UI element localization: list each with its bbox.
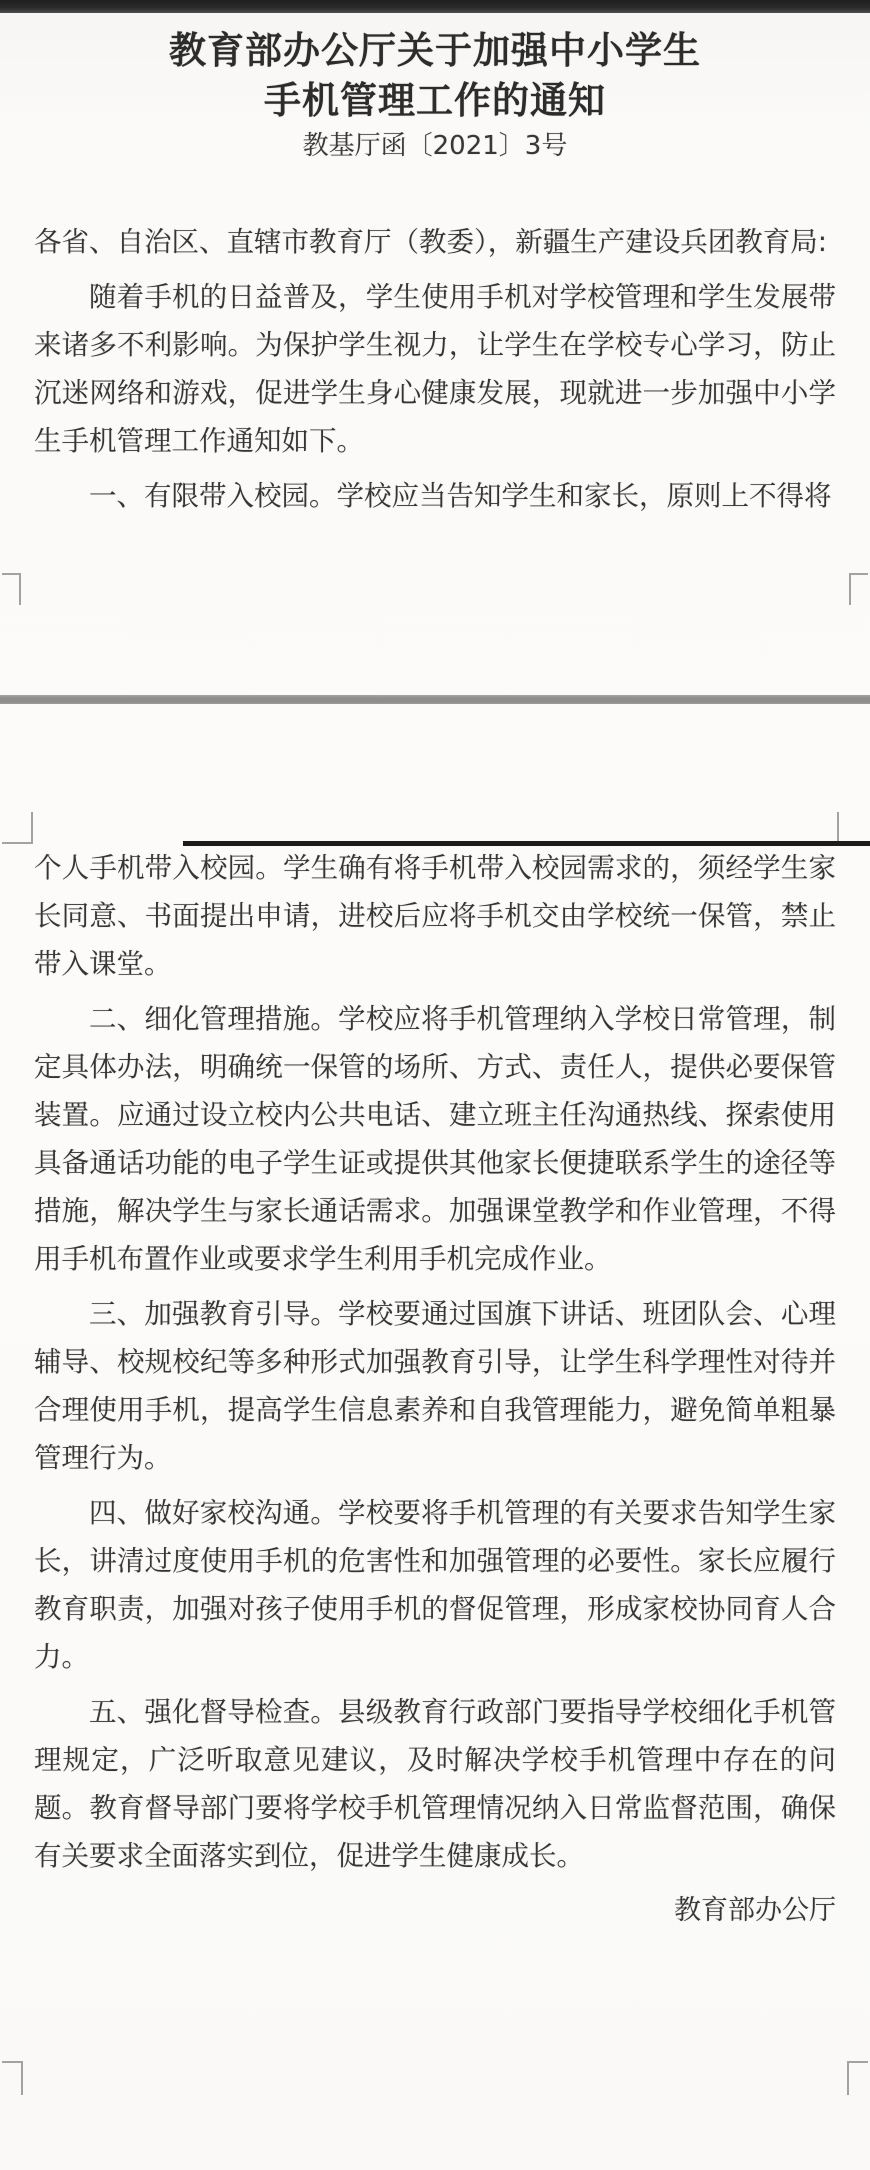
- paragraph-item2: 二、细化管理措施。学校应将手机管理纳入学校日常管理，制定具体办法，明确统一保管的场所、方式、责任人，提供必要保管装置。应通过设立校内公共电话、建立班主任沟通热线、探索使用具备通话功能的电子学生证或提供其他家长便捷联系学生的途径等措施，解决学生与家长通话需求。加强课堂教学和作业管理，不得用手机布置作业或要求学生利用手机完成作业。: [34, 1003, 836, 1275]
- top-bar: [0, 0, 870, 13]
- paragraph-item5: 五、强化督导检查。县级教育行政部门要指导学校细化手机管理规定，广泛听取意见建议，及时解决学校手机管理中存在的问题。教育督导部门要将学校手机管理情况纳入日常监督范围，确保有关要求全面落实到位，促进学生健康成长。: [34, 1696, 836, 1872]
- corner-mark-page2-bottom-right: [847, 2061, 868, 2095]
- paragraph-intro: 随着手机的日益普及，学生使用手机对学校管理和学生发展带来诸多不利影响。为保护学生视力，让学生在学校专心学习，防止沉迷网络和游戏，促进学生身心健康发展，现就进一步加强中小学生手机管理工作通知如下。: [34, 281, 836, 457]
- corner-mark-page1-bottom-left: [2, 573, 21, 605]
- corner-mark-page2-bottom-left: [2, 2061, 23, 2095]
- paragraph-item4: 四、做好家校沟通。学校要将手机管理的有关要求告知学生家长，讲清过度使用手机的危害性和加强管理的必要性。家长应履行教育职责，加强对孩子使用手机的督促管理，形成家校协同育人合力。: [34, 1497, 836, 1673]
- corner-mark-page1-bottom-right: [849, 573, 868, 605]
- paragraph-item1-part1: 一、有限带入校园。学校应当告知学生和家长，原则上不得将: [89, 480, 832, 512]
- doc-title-line1: 教育部办公厅关于加强中小学生: [169, 29, 701, 72]
- corner-mark-page2-top-right: [837, 812, 868, 844]
- document-header: [0, 26, 870, 163]
- page2-body: [34, 844, 836, 1935]
- page1-body: [34, 218, 836, 520]
- doc-title-line2: 手机管理工作的通知: [264, 79, 606, 122]
- signature: 教育部办公厅: [674, 1895, 836, 1926]
- paragraph-salutation: 各省、自治区、直辖市教育厅（教委），新疆生产建设兵团教育局:: [34, 226, 828, 258]
- page-separator: [0, 695, 870, 704]
- paragraph-item3: 三、加强教育引导。学校要通过国旗下讲话、班团队会、心理辅导、校规校纪等多种形式加强教育引导，让学生科学理性对待并合理使用手机，提高学生信息素养和自我管理能力，避免简单粗暴管理行为。: [34, 1298, 836, 1474]
- doc-number: 教基厅函〔2021〕3号: [302, 131, 568, 161]
- corner-mark-page2-top-left: [2, 812, 33, 844]
- paragraph-item1-part2: 个人手机带入校园。学生确有将手机带入校园需求的，须经学生家长同意、书面提出申请，进校后应将手机交由学校统一保管，禁止带入课堂。: [34, 852, 836, 980]
